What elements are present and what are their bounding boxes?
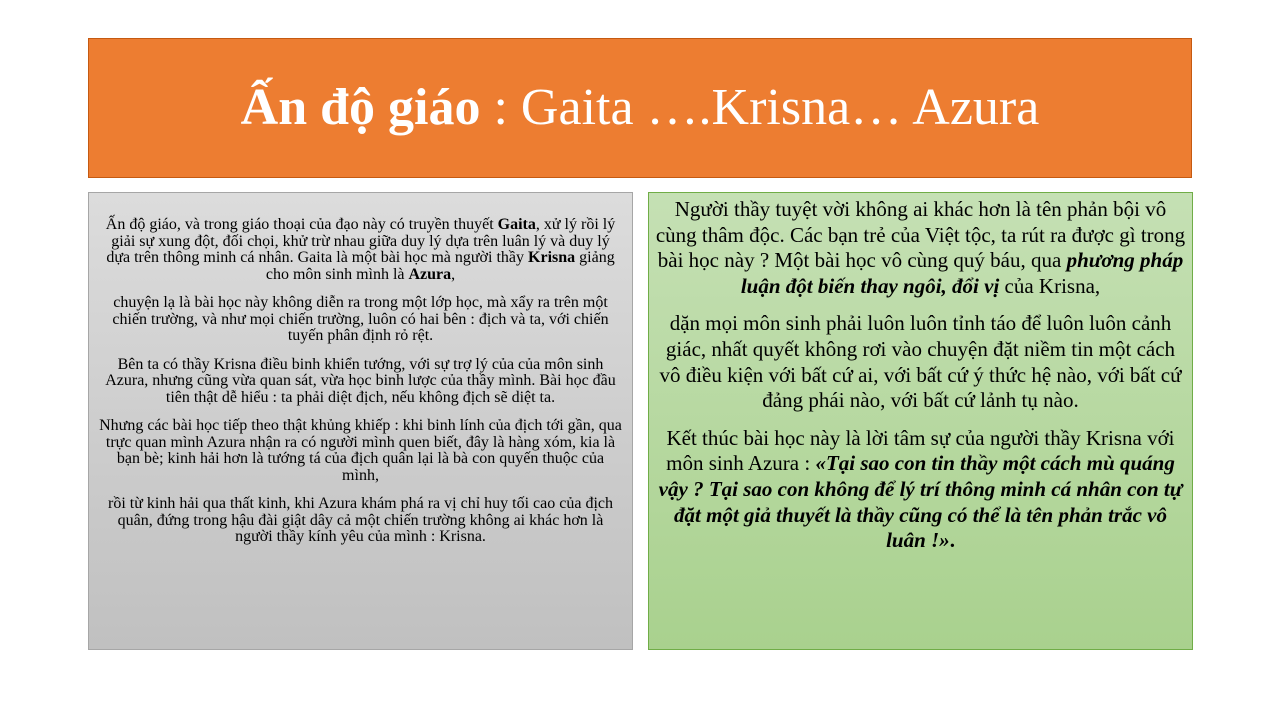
left-p1-text-b: , xử lý rồi lý giải sự xung đột, đối chọi, khử trừ nhau giữa duy lý dựa trên luân lý và duy lý dựa trên thông minh cá nhân. Gaita là một bài học mà người thầy [106, 216, 616, 266]
left-paragraph-3: Bên ta có thầy Krisna điều binh khiển tướng, với sự trợ lý của của môn sinh Azura, nhưng cũng vừa quan sát, vừa học binh lược của thầy mình. Bài học đầu tiên thật dễ hiểu : ta phải diệt địch, nếu không địch sẽ diệt ta. [105, 355, 616, 406]
right-p3-end: . [949, 528, 955, 553]
right-p1-emphasis: phương pháp luận đột biến thay ngôi, đổi vị [740, 248, 1184, 298]
title-rest: : Gaita ….Krisna… Azura [480, 79, 1040, 136]
left-paragraph-2: chuyện lạ là bài học này không diễn ra trong một lớp học, mà xẩy ra trên một chiến trường, và như mọi chiến trường, luôn có hai bên : địch và ta, với chiến tuyến phân định rỏ rệt. [112, 294, 609, 344]
right-p1-text-a: Người thầy tuyệt vời không ai khác hơn là tên phản bội vô cùng thâm độc. Các bạn trẻ của Việt tộc, ta rút ra được gì trong bài học này ? Một bài học vô cùng quý báu, qua [655, 197, 1186, 273]
left-text-panel [88, 192, 633, 650]
left-paragraph-5: rồi từ kinh hải qua thất kinh, khi Azura khám phá ra vị chỉ huy tối cao của địch quân, đứng trong hậu đài giật dây cả một chiến trường không ai khác hơn là người thầy kính yêu của mình : Krisna. [108, 495, 613, 545]
right-p1-text-b: của Krisna, [999, 273, 1101, 298]
left-p1-text-a: Ấn độ giáo, và trong giáo thoại của đạo này có truyền thuyết [105, 216, 498, 233]
right-p3-quote: «Tại sao con tin thầy một cách mù quáng vậy ? Tại sao con không để lý trí thông minh cá nhân con tự đặt một giả thuyết là thầy cũng có thể là tên phản trắc vô luân !» [658, 451, 1183, 553]
left-p1-text-d: , [451, 265, 456, 283]
right-paragraph-3 [655, 426, 1186, 554]
left-p1-krisna: Krisna [528, 249, 576, 266]
left-paragraph-1 [99, 217, 622, 283]
right-paragraph-2: dặn mọi môn sinh phải luôn luôn tỉnh táo để luôn luôn cảnh giác, nhất quyết không rơi vào chuyện đặt niềm tin một cách vô điều kiện với bất cứ ai, với bất cứ ý thức hệ nào, với bất cứ đảng phái nào, với bất cứ lảnh tụ nào. [659, 311, 1182, 413]
left-p1-gaita: Gaita [497, 216, 536, 233]
title-banner [88, 38, 1192, 178]
left-p1-azura: Azura [408, 265, 452, 283]
left-p1-text-c: giảng cho môn sinh mình là [265, 249, 615, 283]
right-paragraph-1 [655, 197, 1186, 299]
left-paragraph-4: Nhưng các bài học tiếp theo thật khủng khiếp : khi binh lính của địch tới gần, qua trực quan mình Azura nhận ra có người mình quen biết, đây là hàng xóm, kia là bạn bè; kinh hải hơn là tướng tá của địch quân lại là bà con quyến thuộc của mình, [99, 417, 622, 484]
right-text-panel [648, 192, 1193, 650]
right-p3-text-a: Kết thúc bài học này là lời tâm sự của người thầy Krisna với môn sinh Azura : [666, 425, 1175, 476]
slide-title [240, 79, 1040, 136]
title-bold-part: Ấn độ giáo [240, 79, 481, 136]
